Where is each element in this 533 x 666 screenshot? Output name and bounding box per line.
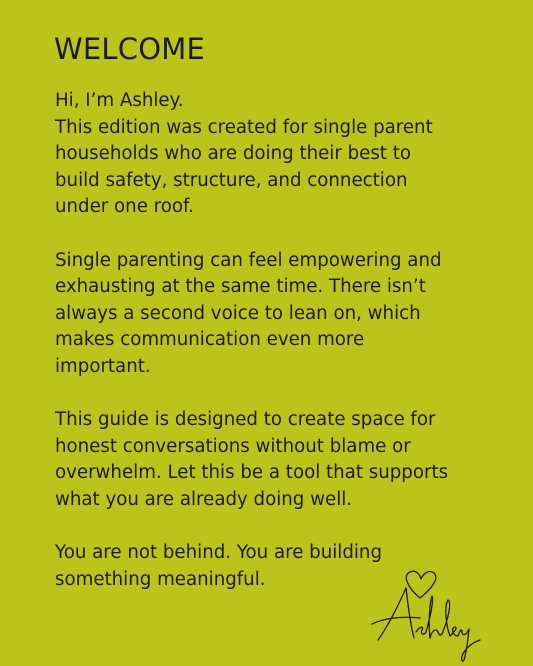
text-line: Hi, I’m Ashley. (55, 90, 184, 111)
text-line: Single parenting can feel empowering and (55, 249, 442, 271)
text-line: build safety, structure, and connection (55, 169, 408, 191)
text-line: always a second voice to lean on, which (55, 302, 421, 324)
signature-ashley (368, 566, 488, 666)
text-line: under one roof. (55, 196, 194, 218)
letter-body (55, 88, 495, 620)
text-line: what you are already doing well. (55, 488, 353, 510)
paragraph-intro (55, 88, 495, 221)
text-line: This edition was created for single parent (55, 116, 433, 138)
text-line: This guide is designed to create space for (55, 409, 436, 431)
text-line: overwhelm. Let this be a tool that supports (55, 462, 449, 484)
text-line: makes communication even more (55, 329, 365, 351)
text-line: households who are doing their best to (55, 143, 411, 165)
text-line: You are not behind. You are building (55, 542, 383, 564)
page-title: WELCOME (54, 32, 205, 66)
text-line: something meaningful. (55, 568, 266, 590)
paragraph-guide (55, 407, 495, 513)
text-line: important. (55, 355, 151, 377)
paragraph-single-parenting (55, 248, 495, 381)
text-line: exhausting at the same time. There isn’t (55, 276, 426, 298)
text-line: honest conversations without blame or (55, 435, 411, 457)
